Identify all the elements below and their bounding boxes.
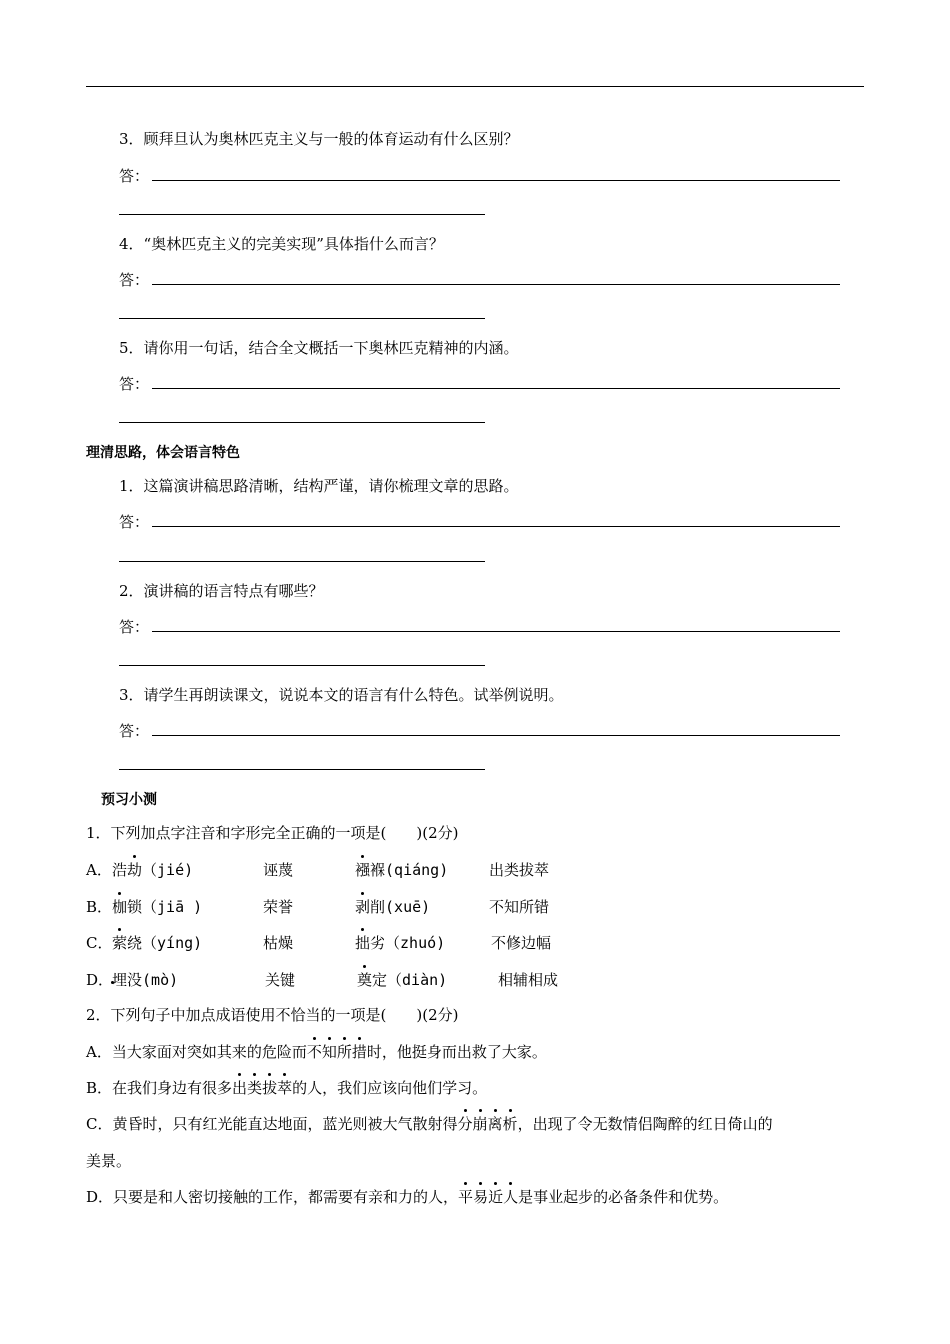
dotted-idiom — [232, 1079, 292, 1097]
option-word-1: 萦绕（yíng) — [112, 934, 203, 952]
emphasis-char: 不 — [306, 1043, 322, 1061]
q2-option-d[interactable]: D．只要是和人密切接触的工作，都需要有亲和力的人，平易近人是事业起步的必备条件和优势。 — [86, 1188, 729, 1206]
answer-line[interactable] — [152, 526, 840, 527]
section-heading: 理清思路，体会语言特色 — [86, 445, 240, 461]
question-5: 5．请你用一句话，结合全文概括一下奥林匹克精神的内涵。 — [119, 339, 519, 357]
option-word-1: 枷锁（jiā ) — [112, 898, 203, 916]
question-4: 4．“奥林匹克主义的完美实现”具体指什么而言？ — [119, 235, 444, 253]
answer-label: 答： — [119, 167, 150, 185]
emphasis-char: 易 — [473, 1188, 489, 1206]
quiz-q2-stem: 2．下列句子中加点成语使用不恰当的一项是( )(2分) — [86, 1006, 459, 1024]
dotted-idiom — [458, 1188, 518, 1206]
option-word-3: 剥削(xuē) — [355, 898, 431, 916]
q2-option-a[interactable]: A．当大家面对突如其来的危险而不知所措时，他挺身而出救了大家。 — [86, 1043, 547, 1061]
option-word-3: 奠定（diàn) — [357, 971, 448, 989]
emphasis-char: 出 — [232, 1079, 248, 1097]
option-label: D． — [86, 971, 114, 989]
answer-line[interactable] — [152, 631, 840, 632]
option-label: B． — [86, 898, 113, 916]
answer-label: 答： — [119, 618, 150, 636]
answer-label: 答： — [119, 513, 150, 531]
answer-line[interactable] — [119, 665, 485, 666]
emphasis-char: 所 — [336, 1043, 352, 1061]
option-word-2: 枯燥 — [263, 934, 294, 952]
answer-line[interactable] — [119, 561, 485, 562]
option-word-1: 浩劫（jié) — [112, 861, 194, 879]
option-word-4: 不修边幅 — [491, 934, 552, 952]
option-word-3: 襁褓(qiáng) — [355, 861, 449, 879]
answer-line[interactable] — [119, 214, 485, 215]
emphasis-char: 平 — [458, 1188, 474, 1206]
option-word-4: 不知所错 — [489, 898, 550, 916]
emphasis-char: 近 — [488, 1188, 504, 1206]
emphasis-char: 知 — [321, 1043, 337, 1061]
answer-line[interactable] — [152, 284, 840, 285]
emphasis-char: 析 — [502, 1115, 518, 1133]
answer-line[interactable] — [119, 769, 485, 770]
question-1: 1．这篇演讲稿思路清晰，结构严谨，请你梳理文章的思路。 — [119, 477, 519, 495]
emphasis-char: 离 — [487, 1115, 503, 1133]
option-label: A． — [86, 861, 112, 879]
emphasis-char: 人 — [503, 1188, 519, 1206]
emphasis-char: 萃 — [277, 1079, 293, 1097]
emphasis-char: 拔 — [262, 1079, 278, 1097]
emphasis-char: 类 — [247, 1079, 263, 1097]
dotted-idiom — [307, 1043, 367, 1061]
question-3: 3．顾拜旦认为奥林匹克主义与一般的体育运动有什么区别？ — [119, 130, 519, 148]
q2-option-c[interactable]: C．黄昏时，只有红光能直达地面，蓝光则被大气散射得分崩离析，出现了令无数情侣陶醉的红日倚山的 — [86, 1115, 773, 1133]
q2-option-b[interactable]: B．在我们身边有很多出类拔萃的人，我们应该向他们学习。 — [86, 1079, 488, 1097]
option-word-4: 相辅相成 — [498, 971, 559, 989]
emphasis-char: 措 — [351, 1043, 367, 1061]
answer-label: 答： — [119, 722, 150, 740]
dotted-idiom — [458, 1115, 518, 1133]
answer-label: 答： — [119, 271, 150, 289]
option-word-2: 诬蔑 — [263, 861, 294, 879]
answer-line[interactable] — [119, 318, 485, 319]
answer-line[interactable] — [152, 735, 840, 736]
option-word-3: 拙劣（zhuó) — [355, 934, 446, 952]
option-word-4: 出类拔萃 — [489, 861, 550, 879]
quiz-q1-stem: 1．下列加点字注音和字形完全正确的一项是( )(2分) — [86, 824, 459, 842]
emphasis-char: 崩 — [472, 1115, 488, 1133]
emphasis-char: 分 — [457, 1115, 473, 1133]
answer-label: 答： — [119, 375, 150, 393]
option-word-1: 埋没(mò) — [112, 971, 179, 989]
answer-line[interactable] — [119, 422, 485, 423]
option-label: C． — [86, 934, 113, 952]
quiz-heading: 预习小测 — [101, 792, 157, 808]
option-word-2: 关键 — [265, 971, 296, 989]
answer-line[interactable] — [152, 180, 840, 181]
question-2: 2．演讲稿的语言特点有哪些？ — [119, 582, 324, 600]
answer-line[interactable] — [152, 388, 840, 389]
q2-option-c-cont: 美景。 — [86, 1152, 132, 1170]
header-rule — [86, 86, 864, 87]
option-word-2: 荣誉 — [263, 898, 294, 916]
question-3b: 3．请学生再朗读课文，说说本文的语言有什么特色。试举例说明。 — [119, 686, 564, 704]
